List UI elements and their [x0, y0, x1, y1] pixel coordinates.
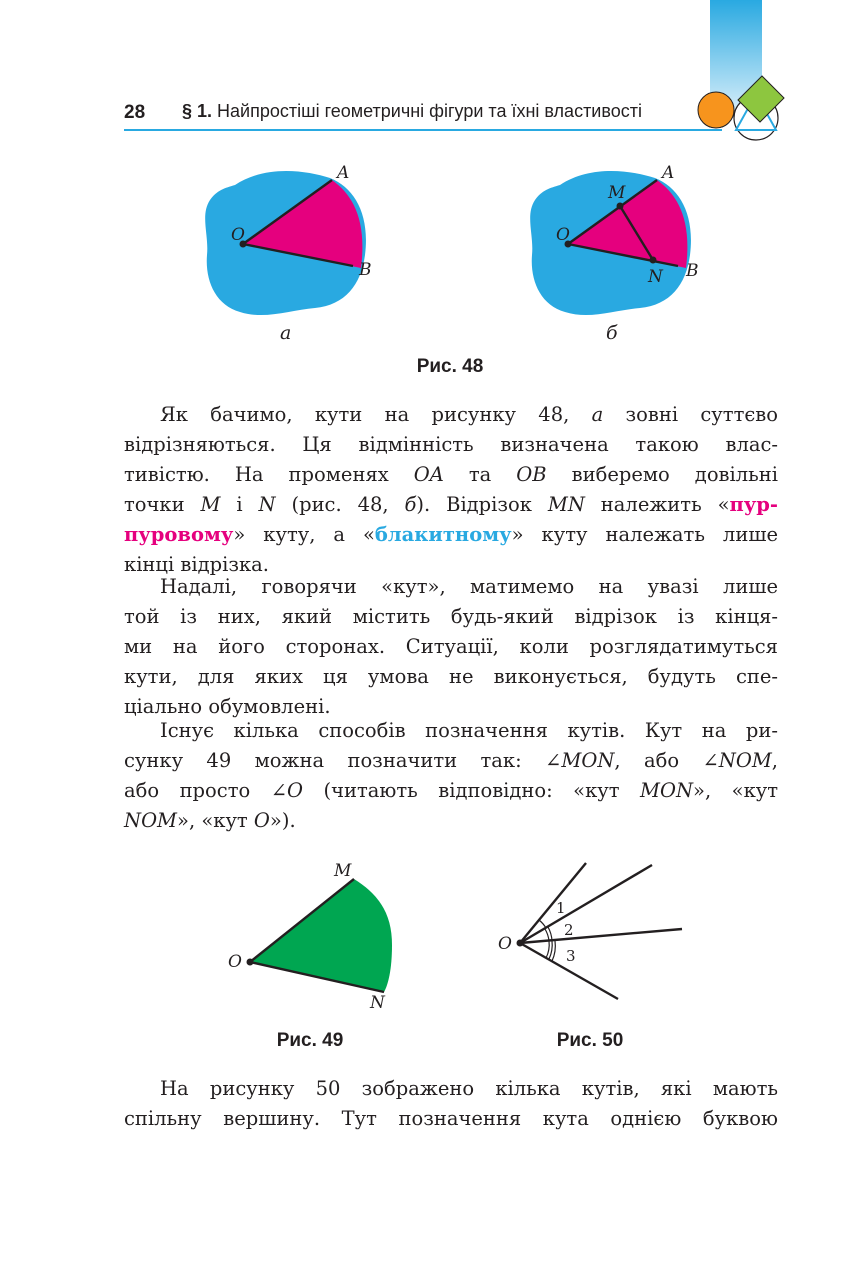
figure-49-caption: Рис. 49 [276, 1030, 344, 1051]
page-header [0, 0, 850, 150]
label-o: O [556, 225, 570, 245]
label-b: B [359, 260, 372, 280]
section-title: § 1. Найпростіші геометричні фігури та їхні властивості [182, 101, 642, 121]
figure-50 [490, 855, 700, 1005]
label-a: A [337, 163, 350, 183]
label-1: 1 [556, 899, 566, 917]
label-b: B [686, 261, 699, 281]
label-m: M [608, 183, 626, 203]
label-m: M [334, 861, 352, 881]
fig48-sub-b: б [606, 322, 618, 344]
label-3: 3 [566, 947, 576, 965]
decorative-shapes [690, 0, 810, 150]
label-o: O [498, 934, 512, 954]
paragraph-1: Як бачимо, кути на рисунку 48, а зовні суттєво відрізняються. Ця відмінність визначена такою влас- тивістю. На променях OA та OB виберемо довільні точки M і N (рис. 48, б). Відрізок MN належить «пур- пуровому» куту, а «блакитному» куту належать лише кінці відрізка. [124, 403, 779, 576]
label-o: O [228, 952, 242, 972]
paragraph-3: Існує кілька способів позначення кутів. Кут на ри- сунку 49 можна позначити так: ∠MON, або ∠NOM, або просто ∠O (читають відповідно: «кут MON», «кут NOM», «кут O»). [124, 719, 779, 832]
green-sector [250, 879, 392, 992]
figure-49 [220, 855, 400, 1020]
figure-48-a [195, 160, 385, 330]
label-2: 2 [564, 921, 574, 939]
page-number: 28 [124, 102, 146, 123]
label-n: N [648, 267, 663, 287]
figure-50-caption: Рис. 50 [556, 1030, 624, 1051]
paragraph-4: На рисунку 50 зображено кілька кутів, які мають спільну вершину. Тут позначення кута однією буквою [124, 1077, 778, 1130]
label-a: A [662, 163, 675, 183]
label-o: O [231, 225, 245, 245]
fig48-sub-a: а [280, 322, 292, 344]
header-divider [124, 129, 722, 131]
paragraph-2: Надалі, говорячи «кут», матимемо на увазі лише той із них, який містить будь-який відрізок із кінця- ми на його сторонах. Ситуації, коли розглядатимуться кути, для яких ця умова не виконується, будуть спе- ціально обумовлені. [124, 575, 778, 718]
figure-48-b [520, 160, 720, 330]
label-n: N [370, 993, 385, 1013]
figure-48-caption: Рис. 48 [416, 356, 484, 377]
orange-circle [698, 92, 734, 128]
